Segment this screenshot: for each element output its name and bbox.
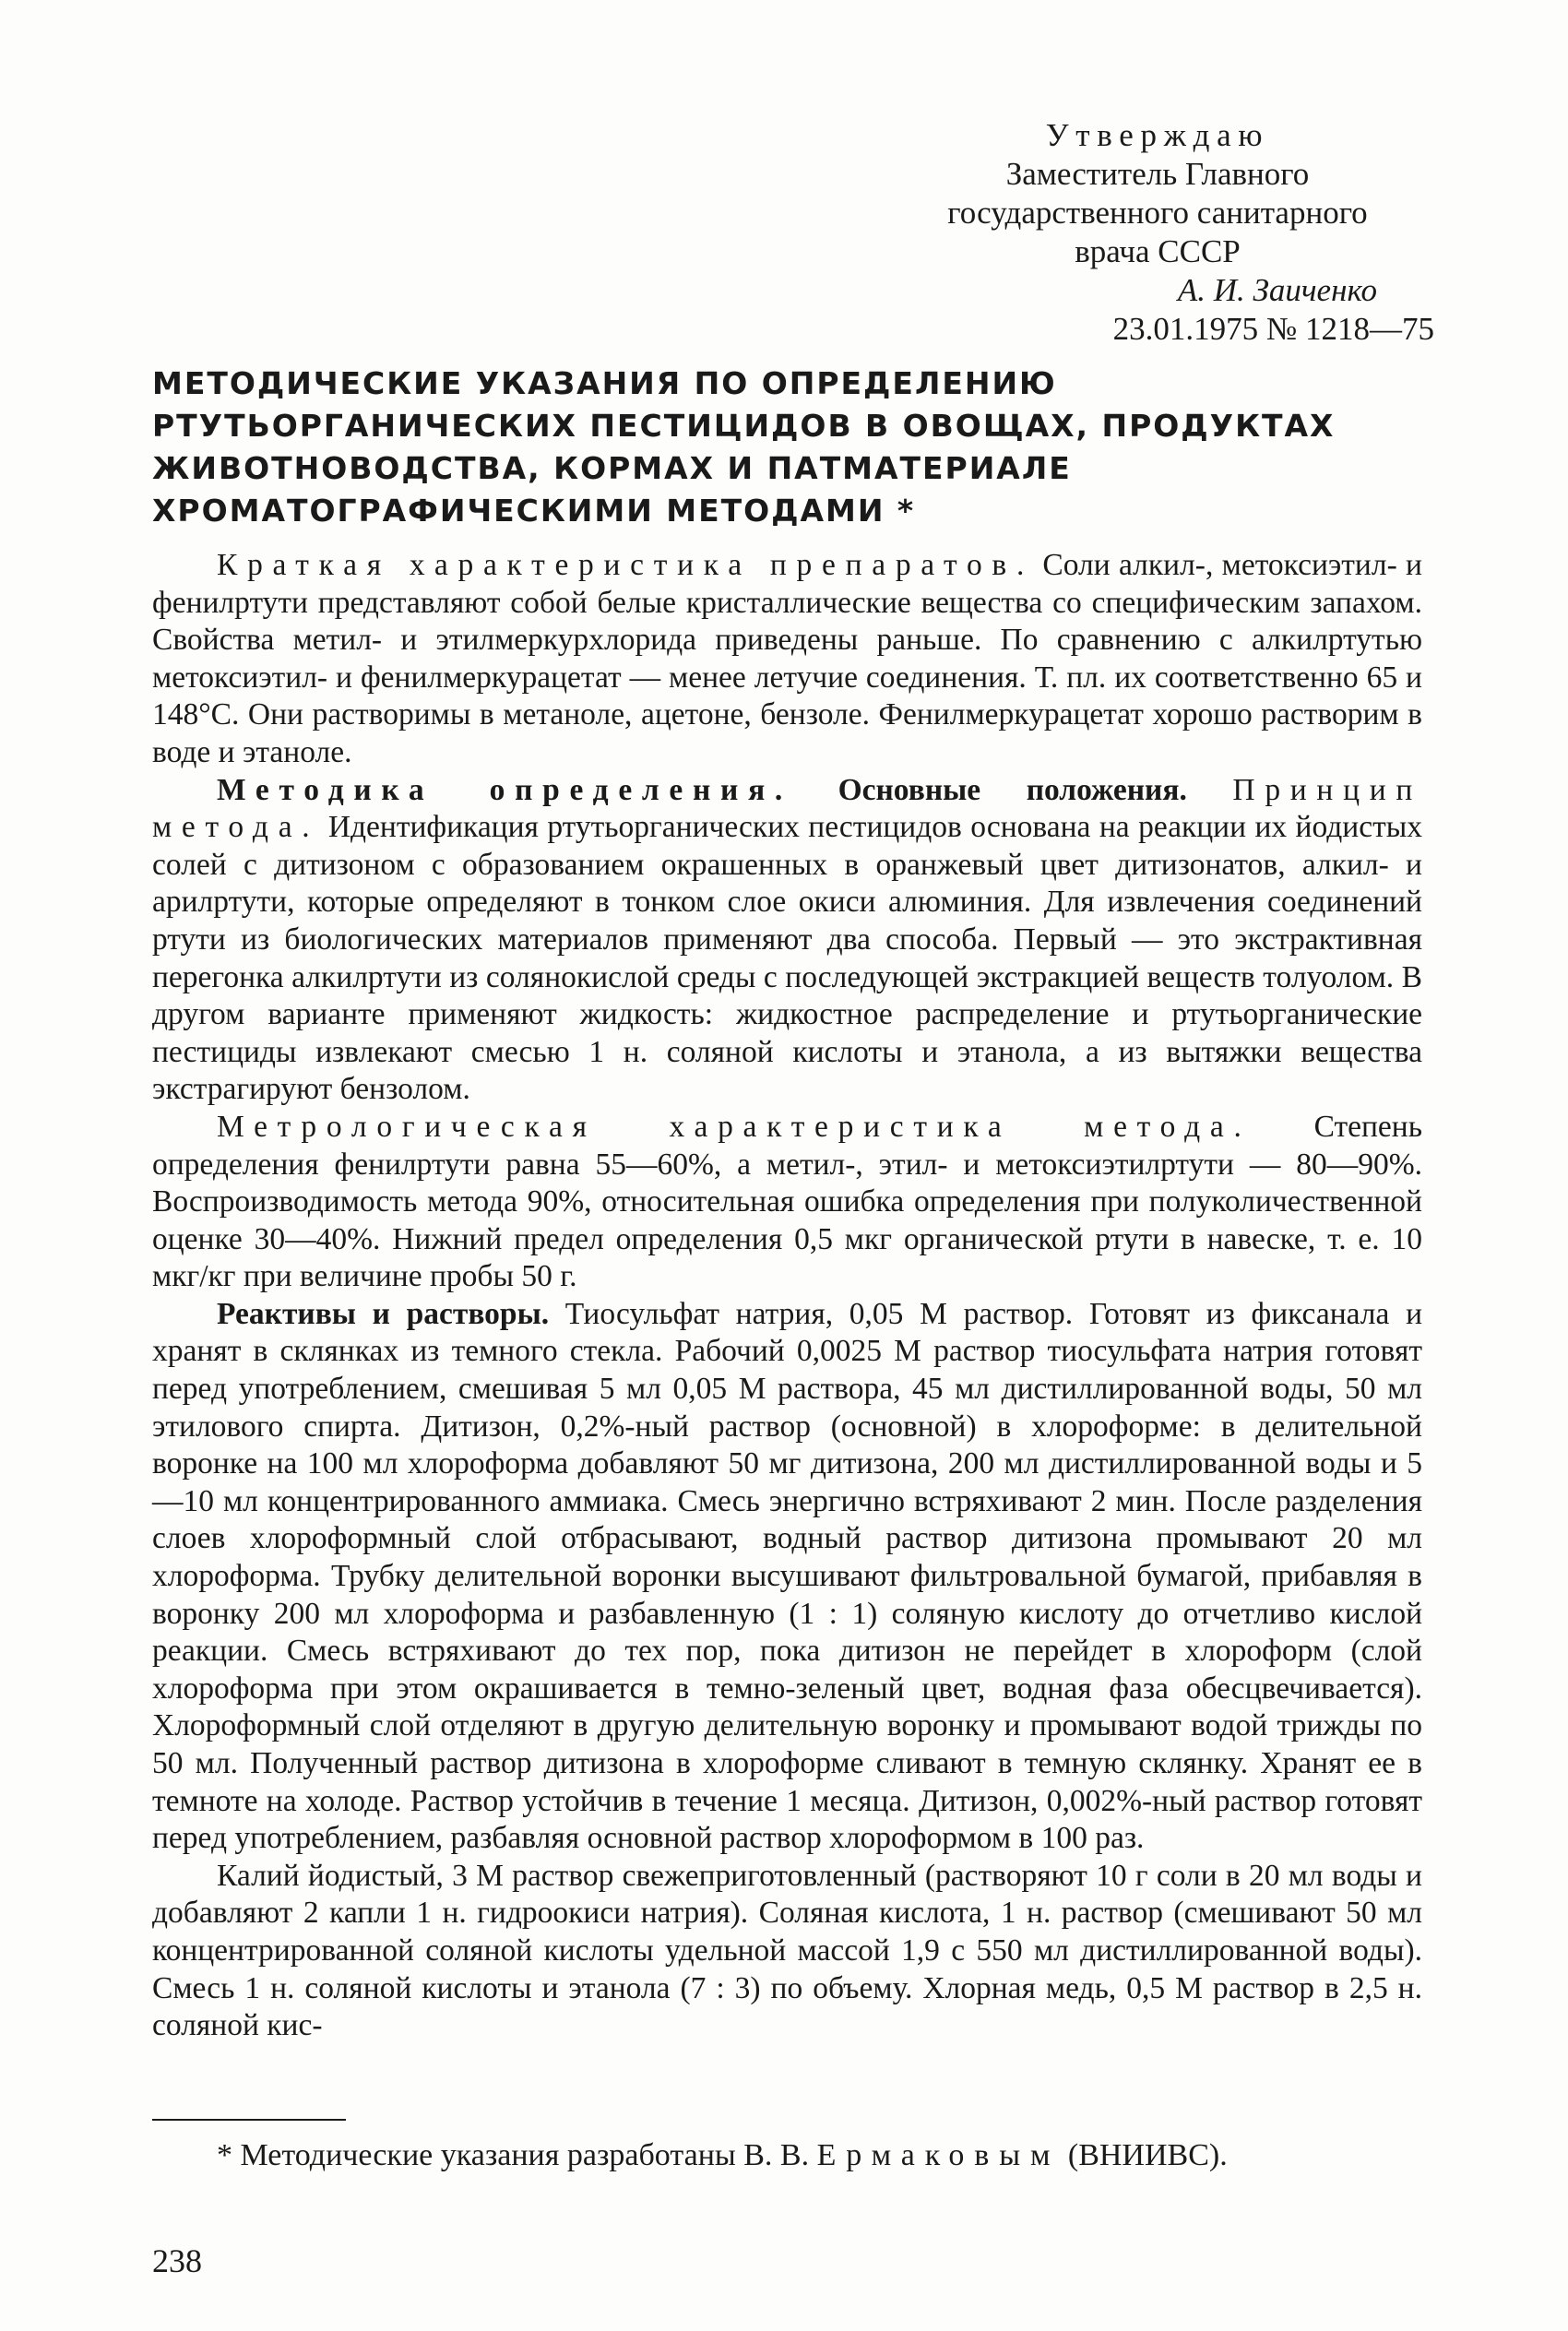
approval-position-line3: врача СССР bbox=[1075, 233, 1241, 269]
section-heading-brief-characteristics: Краткая характеристика препаратов. bbox=[217, 548, 1035, 582]
title-line: МЕТОДИЧЕСКИЕ УКАЗАНИЯ ПО ОПРЕДЕЛЕНИЮ bbox=[152, 365, 1057, 401]
title-line: ХРОМАТОГРАФИЧЕСКИМИ МЕТОДАМИ * bbox=[152, 493, 916, 529]
footnote bbox=[217, 2136, 1434, 2175]
title-line: РТУТЬОРГАНИЧЕСКИХ ПЕСТИЦИДОВ В ОВОЩАХ, ПРОДУКТАХ bbox=[152, 408, 1336, 444]
footnote-marker: * bbox=[217, 2138, 232, 2172]
paragraph-text: Калий йодистый, 3 М раствор свежеприготовленный (растворяют 10 г соли в 20 мл воды и добавляют 2 капли 1 н. гидроокиси натрия). Соляная кислота, 1 н. раствор (смешивают 50 мл концентрированной соляной кислоты удельной массой 1,9 с 550 мл дистиллированной воды). Смесь 1 н. соляной кислоты и этанола (7 : 3) по объему. Хлорная медь, 0,5 М раствор в 2,5 н. соляной кис- bbox=[152, 1858, 1422, 2043]
section-heading-metrology: Метрологическая характеристика метода. bbox=[217, 1109, 1252, 1144]
approval-signer: А. И. Заиченко bbox=[1177, 272, 1377, 308]
paragraph-method bbox=[152, 772, 1422, 1109]
paragraph-brief-characteristics bbox=[152, 547, 1422, 772]
approval-position-line2: государственного санитарного bbox=[947, 195, 1368, 231]
paragraph-text: Идентификация ртутьорганических пестицидов основана на реакции их йодистых солей с дитизоном с образованием окрашенных в оранжевый цвет дитизонатов, алкил- и арилртути, которые определяют в тонком слое окиси алюминия. Для извлечения соединений ртути из биологических материалов применяют два способа. Первый — это экстрактивная перегонка алкилртути из солянокислой среды с последующей экстракцией веществ толуолом. В другом варианте применяют жидкость: жидкостное распределение и ртутьорганические пестициды извлекают смесью 1 н. соляной кислоты и этанола, а из вытяжки вещества экстрагируют бензолом. bbox=[152, 810, 1422, 1107]
page-number: 238 bbox=[152, 2242, 202, 2279]
paragraph-reagents bbox=[152, 1296, 1422, 1858]
paragraph-text: Степень определения фенилртути равна 55—60%, а метил-, этил- и метоксиэтилртути — 80—90%. Воспроизводимость метода 90%, относительная ошибка определения при полуколичественной оценке 30—40%. Нижний предел определения 0,5 мкг органической ртути в навеске, т. е. 10 мкг/кг при величине пробы 50 г. bbox=[152, 1109, 1423, 1294]
title-line: ЖИВОТНОВОДСТВА, КОРМАХ И ПАТМАТЕРИАЛЕ bbox=[152, 450, 1072, 486]
body-text bbox=[152, 547, 1422, 2045]
section-heading-reagents: Реактивы и растворы. bbox=[217, 1296, 550, 1331]
footnote-text: Методические указания разработаны В. В. bbox=[240, 2138, 810, 2172]
document-title bbox=[152, 363, 1443, 532]
approval-position-line1: Заместитель Главного bbox=[1005, 156, 1310, 192]
paragraph-text: Тиосульфат натрия, 0,05 М раствор. Готовят из фиксанала и хранят в склянках из темного стекла. Рабочий 0,0025 М раствор тиосульфата натрия готовят перед употреблением, смешивая 5 мл 0,05 М раствора, 45 мл дистиллированной воды, 50 мл этилового спирта. Дитизон, 0,2%-ный раствор (основной) в хлороформе: в делительной воронке на 100 мл хлороформа добавляют 50 мг дитизона, 200 мл дистиллированной воды и 5—10 мл концентрированного аммиака. Смесь энергично встряхивают 2 мин. После разделения слоев хлороформный слой отбрасывают, водный раствор дитизона промывают 20 мл хлороформа. Трубку делительной воронки высушивают фильтровальной бумагой, прибавляя в воронку 200 мл хлороформа и разбавленную (1 : 1) соляную кислоту до отчетливо кислой реакции. Смесь встряхивают до тех пор, пока дитизон не перейдет в хлороформ (слой хлороформа при этом окрашивается в темно-зеленый цвет, водная фаза обесцвечивается). Хлороформный слой отделяют в другую делительную воронку и промывают водой трижды по 50 мл. Полученный раствор дитизона в хлороформе сливают в темную склянку. Хранят ее в темноте на холоде. Раствор устойчив в течение 1 месяца. Дитизон, 0,002%-ный раствор готовят перед употреблением, разбавляя основной раствор хлороформом в 100 раз. bbox=[152, 1296, 1422, 1856]
paragraph-metrology bbox=[152, 1109, 1422, 1296]
paragraph-text: Соли алкил-, метоксиэтил- и фенилртути представляют собой белые кристаллические вещества со специфическим запахом. Свойства метил- и этилмеркурхлорида приведены раньше. По сравнению с алкилртутью метоксиэтил- и фенилмеркурацетат — менее летучие соединения. Т. пл. их соответственно 65 и 148°С. Они растворимы в метаноле, ацетоне, бензоле. Фенилмеркурацетат хорошо растворим в воде и этаноле. bbox=[152, 548, 1422, 769]
paragraph-potassium-iodide bbox=[152, 1858, 1422, 2045]
subheading-principle: Принцип метода. bbox=[152, 772, 1423, 845]
approval-date-number: 23.01.1975 № 1218—75 bbox=[1112, 311, 1434, 347]
section-heading-method: Методика определения. bbox=[217, 772, 793, 807]
footnote-author: Ермаковым bbox=[816, 2138, 1061, 2172]
approval-heading: Утверждаю bbox=[1045, 117, 1270, 153]
subheading-main-provisions: Основные положения. bbox=[837, 772, 1187, 807]
footnote-divider bbox=[152, 2119, 346, 2121]
approval-block bbox=[881, 116, 1434, 349]
footnote-org: (ВНИИВС). bbox=[1067, 2138, 1228, 2172]
